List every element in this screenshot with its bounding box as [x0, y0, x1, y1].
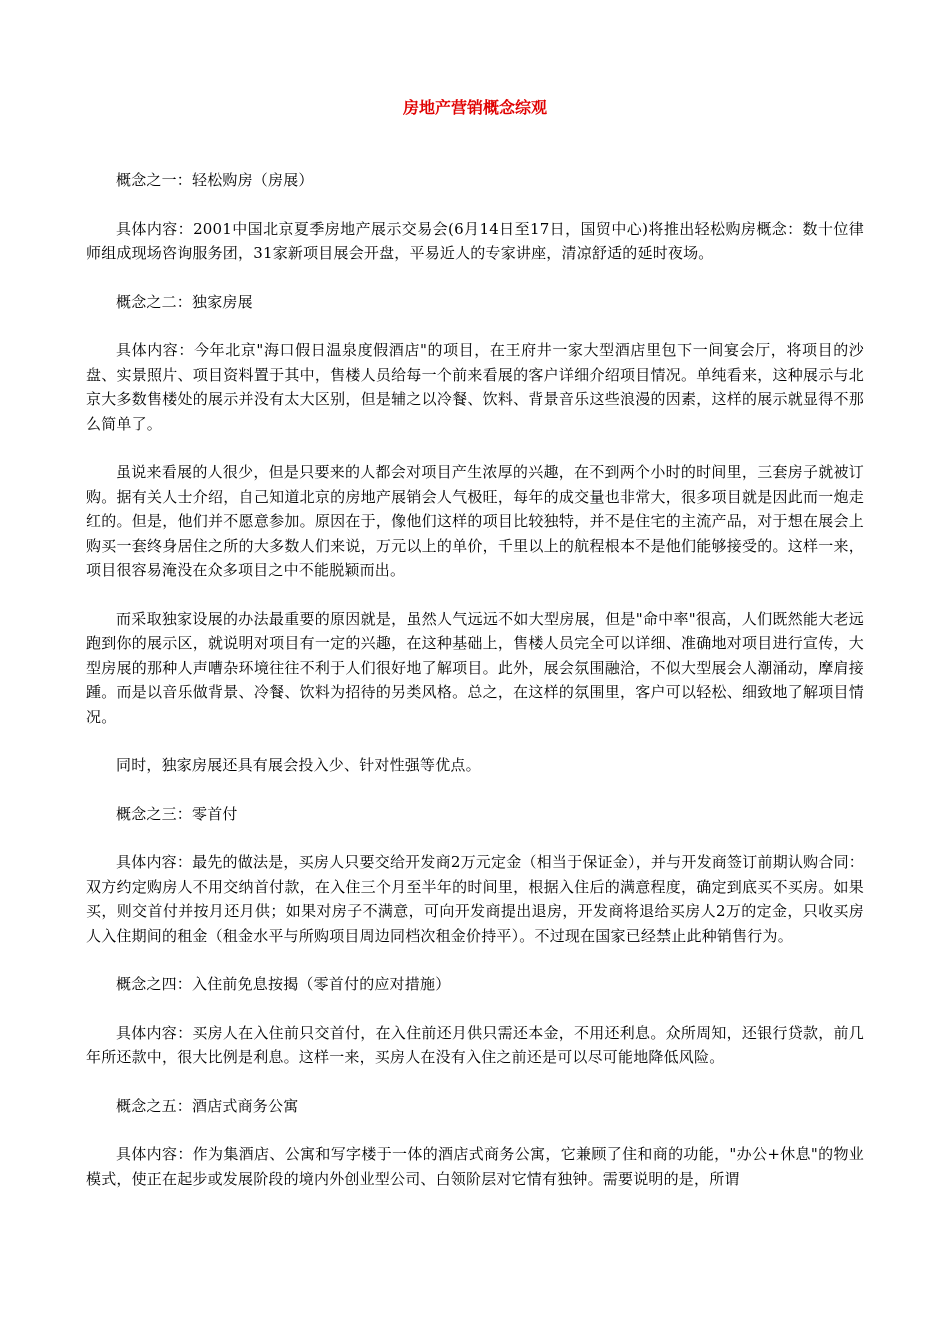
section-heading: 概念之二：独家房展	[116, 292, 253, 311]
document-title: 房地产营销概念综观	[402, 98, 547, 117]
body-paragraph: 具体内容：今年北京"海口假日温泉度假酒店"的项目，在王府井一家大型酒店里包下一间宴会厅，将项目的沙盘、实景照片、项目资料置于其中，售楼人员给每一个前来看展的客户详细介绍项目情况。单纯看来，这种展示与北京大多数售楼处的展示并没有太大区别，但是辅之以冷餐、饮料、背景音乐这些浪漫的因素，这样的展示就显得不那么简单了。	[86, 341, 864, 433]
body-paragraph: 同时，独家房展还具有展会投入少、针对性强等优点。	[116, 756, 481, 774]
section-heading: 概念之一：轻松购房（房展）	[116, 171, 314, 189]
body-paragraph: 虽说来看展的人很少，但是只要来的人都会对项目产生浓厚的兴趣，在不到两个小时的时间里，三套房子就被订购。据有关人士介绍，自己知道北京的房地产展销会人气极旺，每年的成交量也非常大，很多项目就是因此而一炮走红的。但是，他们并不愿意参加。原因在于，像他们这样的项目比较独特，并不是住宅的主流产品，对于想在展会上购买一套终身居住之所的大多数人们来说，万元以上的单价，千里以上的航程根本不是他们能够接受的。这样一来，项目很容易淹没在众多项目之中不能脱颖而出。	[86, 463, 864, 579]
body-paragraph: 具体内容：2001中国北京夏季房地产展示交易会(6月14日至17日，国贸中心)将推出轻松购房概念：数十位律师组成现场咨询服务团，31家新项目展会开盘，平易近人的专家讲座，清凉舒适的延时夜场。	[86, 219, 864, 262]
body-paragraph: 具体内容：最先的做法是，买房人只要交给开发商2万元定金（相当于保证金），并与开发商签订前期认购合同：双方约定购房人不用交纳首付款，在入住三个月至半年的时间里，根据入住后的满意程度，确定到底买不买房。如果买，则交首付并按月还月供；如果对房子不满意，可向开发商提出退房，开发商将退给买房人2万的定金，只收买房人入住期间的租金（租金水平与所购项目周边同档次租金价持平）。不过现在国家已经禁止此种销售行为。	[86, 853, 864, 945]
document-page	[86, 96, 864, 1215]
body-paragraph: 具体内容：作为集酒店、公寓和写字楼于一体的酒店式商务公寓，它兼顾了住和商的功能，"办公+休息"的物业模式，使正在起步或发展阶段的境内外创业型公司、白领阶层对它情有独钟。需要说明的是，所谓	[86, 1145, 864, 1188]
section-heading: 概念之四：入住前免息按揭（零首付的应对措施）	[116, 975, 451, 993]
body-paragraph: 具体内容：买房人在入住前只交首付，在入住前还月供只需还本金，不用还利息。众所周知，还银行贷款，前几年所还款中，很大比例是利息。这样一来，买房人在没有入住之前还是可以尽可能地降低风险。	[86, 1023, 864, 1066]
section-heading: 概念之三：零首付	[116, 804, 238, 823]
body-paragraph: 而采取独家设展的办法最重要的原因就是，虽然人气远远不如大型房展，但是"命中率"很高，人们既然能大老远跑到你的展示区，就说明对项目有一定的兴趣，在这种基础上，售楼人员完全可以详细、准确地对项目进行宣传，大型房展的那种人声嘈杂环境往往不利于人们很好地了解项目。此外，展会氛围融洽，不似大型展会人潮涌动，摩肩接踵。而是以音乐做背景、冷餐、饮料为招待的另类风格。总之，在这样的氛围里，客户可以轻松、细致地了解项目情况。	[86, 609, 864, 726]
section-heading: 概念之五：酒店式商务公寓	[116, 1096, 299, 1115]
